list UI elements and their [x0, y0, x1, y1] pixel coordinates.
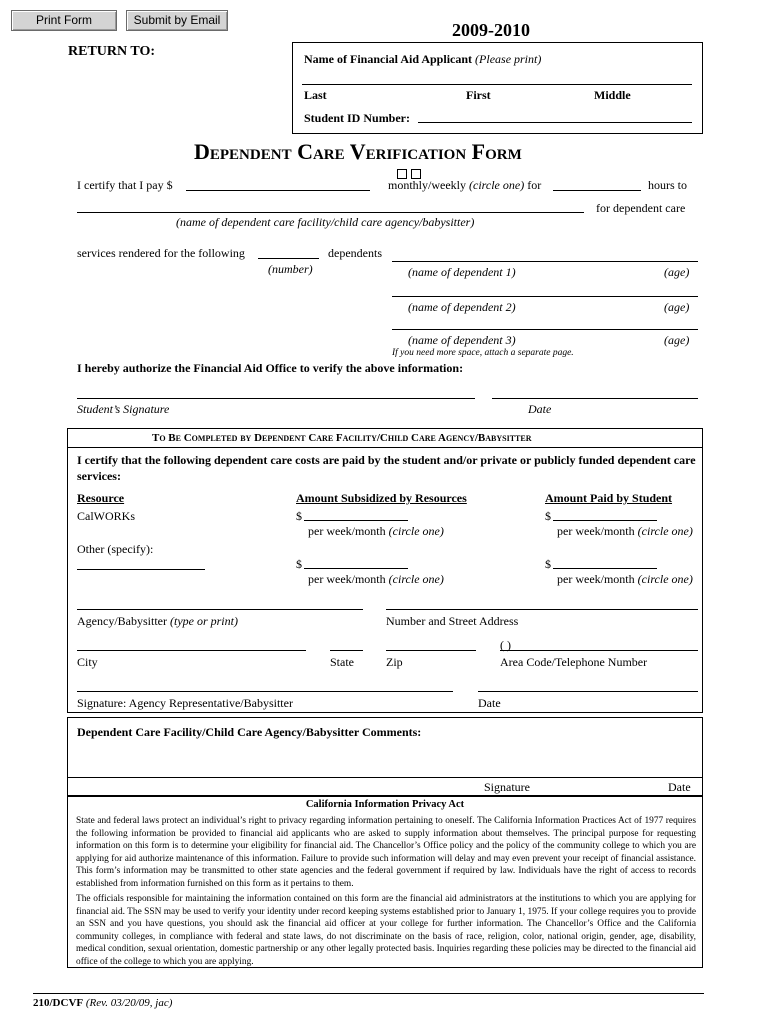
city-line[interactable]	[77, 650, 306, 651]
calworks-paid-period: per week/month (circle one)	[557, 524, 693, 538]
student-signature-line[interactable]	[77, 398, 475, 399]
student-date-line[interactable]	[492, 398, 698, 399]
agency-name-line[interactable]	[77, 609, 363, 610]
zip-label: Zip	[386, 655, 403, 669]
zip-line[interactable]	[386, 650, 476, 651]
calworks-subsidized-period: per week/month (circle one)	[308, 524, 444, 538]
student-date-label: Date	[528, 402, 552, 416]
certify-pay-label: I certify that I pay $	[77, 178, 173, 192]
other-paid-period: per week/month (circle one)	[557, 572, 693, 586]
agency-section-header: To Be Completed by Dependent Care Facility/Child Care Agency/Babysitter	[152, 432, 532, 444]
agency-certify-statement: I certify that the following dependent care costs are paid by the student and/or private or publicly funded dependent care services:	[77, 453, 696, 483]
phone-line[interactable]	[500, 650, 698, 651]
services-label: services rendered for the following	[77, 246, 245, 260]
privacy-paragraph-2: The officials responsible for maintaining the information contained on this form are the financial aid administrators at the institutions to which you are applying for financial aid. The SSN may be used to verify your identity under record keeping systems established prior to January 1, 1975. If your college requires you to provide an SSN and you have questions, you should ask the financial aid officer at your college for further information. The Chancellor’s Office and the California community colleges, in compliance with federal and state laws, do not discriminate on the basis of race, religion, color, national origin, gender, age, disability, medical condition, sexual orientation, domestic partnership or any other legally protected basis. Inquiries regarding these policies may be directed to the financial aid office of the college to which you are applying.	[76, 894, 696, 967]
comments-divider	[67, 777, 703, 778]
agency-date-line[interactable]	[478, 691, 698, 692]
last-label: Last	[304, 88, 327, 102]
student-id-line[interactable]	[418, 122, 692, 123]
dependents-number-line[interactable]	[258, 258, 319, 259]
form-title: Dependent Care Verification Form	[194, 139, 522, 164]
state-label: State	[330, 655, 354, 669]
authorize-statement: I hereby authorize the Financial Aid Office to verify the above information:	[77, 361, 464, 375]
other-paid-line[interactable]	[553, 568, 657, 569]
student-id-label: Student ID Number:	[304, 111, 411, 125]
other-paid-dollar: $	[545, 557, 551, 571]
other-subsidized-dollar: $	[296, 557, 302, 571]
number-hint: (number)	[268, 262, 313, 276]
agency-date-label: Date	[478, 696, 501, 710]
privacy-paragraph-1: State and federal laws protect an individual’s right to privacy regarding information pertaining to oneself. The California Information Practices Act of 1977 requires the following information be provided to financial aid applicants who are asked to supply information about themselves. The principal purpose for requesting information on this form is to determine your eligibility for financial aid. The Chancellor’s Office policy and the policy of the community college to which you are applying for aid authorize maintenance of this information. Failure to provide such information will delay and may even prevent your receipt of financial assistance. This form’s information may be transmitted to other state agencies and the federal government if required by law. Individuals have the right of access to records established from information furnished on this form as it pertains to them.	[76, 816, 696, 889]
street-address-line[interactable]	[386, 609, 698, 610]
hours-to-label: hours to	[648, 178, 687, 192]
dependent-2-line[interactable]	[392, 296, 698, 297]
comments-date-label: Date	[668, 780, 691, 794]
calworks-paid-line[interactable]	[553, 520, 657, 521]
pay-amount-line[interactable]	[186, 190, 370, 191]
paid-column-header: Amount Paid by Student	[545, 491, 673, 505]
agency-header-divider	[67, 447, 703, 448]
first-label: First	[466, 88, 491, 102]
agency-signature-label: Signature: Agency Representative/Babysitter	[77, 696, 293, 710]
street-address-label: Number and Street Address	[386, 614, 519, 628]
middle-label: Middle	[594, 88, 631, 102]
subsidized-column-header: Amount Subsidized by Resources	[296, 491, 467, 505]
other-subsidized-line[interactable]	[304, 568, 408, 569]
calworks-label: CalWORKs	[77, 509, 135, 523]
phone-parentheses: ( )	[500, 638, 511, 652]
dependent-2-age-hint: (age)	[664, 300, 690, 314]
for-dependent-care-label: for dependent care	[596, 201, 686, 215]
comments-label: Dependent Care Facility/Child Care Agency/Babysitter Comments:	[77, 725, 422, 739]
other-label: Other (specify):	[77, 542, 154, 556]
submit-by-email-button[interactable]: Submit by Email	[126, 10, 228, 31]
facility-hint: (name of dependent care facility/child care agency/babysitter)	[176, 215, 475, 229]
dependent-3-hint: (name of dependent 3)	[408, 333, 516, 347]
dependent-2-hint: (name of dependent 2)	[408, 300, 516, 314]
resource-column-header: Resource	[77, 491, 125, 505]
dependent-3-line[interactable]	[392, 329, 698, 330]
return-to-label: RETURN TO:	[68, 44, 156, 59]
calworks-paid-dollar: $	[545, 509, 551, 523]
agency-signature-line[interactable]	[77, 691, 453, 692]
other-subsidized-period: per week/month (circle one)	[308, 572, 444, 586]
print-form-button[interactable]: Print Form	[11, 10, 117, 31]
footer-rule	[33, 993, 704, 994]
state-line[interactable]	[330, 650, 363, 651]
hours-line[interactable]	[553, 190, 641, 191]
phone-label: Area Code/Telephone Number	[500, 655, 648, 669]
comments-signature-label: Signature	[484, 780, 530, 794]
city-label: City	[77, 655, 98, 669]
more-space-note: If you need more space, attach a separate page.	[392, 348, 574, 358]
dependent-1-line[interactable]	[392, 261, 698, 262]
applicant-label: Name of Financial Aid Applicant (Please print)	[304, 52, 542, 66]
applicant-name-line[interactable]	[302, 84, 692, 85]
frequency-label: monthly/weekly (circle one) for	[388, 178, 542, 192]
privacy-title: California Information Privacy Act	[305, 799, 465, 810]
dependents-label: dependents	[328, 246, 382, 260]
form-code: 210/DCVF (Rev. 03/20/09, jac)	[33, 997, 173, 1009]
agency-label: Agency/Babysitter (type or print)	[77, 614, 238, 628]
dependent-3-age-hint: (age)	[664, 333, 690, 347]
school-year: 2009-2010	[452, 20, 530, 40]
dependent-1-age-hint: (age)	[664, 265, 690, 279]
student-signature-label: Student’s Signature	[77, 402, 170, 416]
dependent-1-hint: (name of dependent 1)	[408, 265, 516, 279]
calworks-subsidized-line[interactable]	[304, 520, 408, 521]
calworks-subsidized-dollar: $	[296, 509, 302, 523]
other-specify-line[interactable]	[77, 569, 205, 570]
facility-name-line[interactable]	[77, 212, 584, 213]
